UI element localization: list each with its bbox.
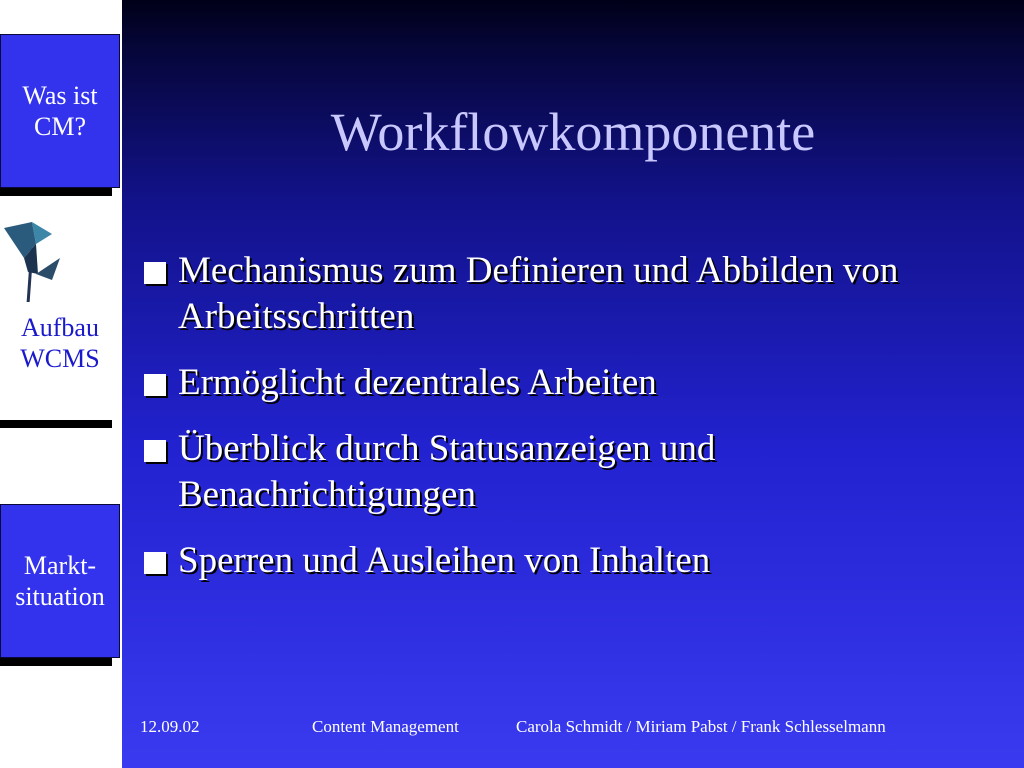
square-bullet-icon [144, 262, 166, 284]
nav-item-aufbau-wcms[interactable] [0, 302, 120, 384]
footer-authors: Carola Schmidt / Miriam Pabst / Frank Schlesselmann [516, 717, 886, 736]
bullet-text: Ermöglicht dezentrales Arbeiten [178, 362, 657, 403]
nav-item-marktsituation[interactable] [0, 504, 120, 658]
square-bullet-icon [144, 552, 166, 574]
slide-title: Workflowkomponente [330, 102, 816, 162]
nav-item-label-line: Was ist [22, 81, 98, 110]
footer-topic: Content Management [312, 717, 459, 736]
square-bullet-icon [144, 440, 166, 462]
dart-icon [2, 218, 62, 310]
nav-item-was-ist-cm[interactable] [0, 34, 120, 188]
nav-box-shadow [0, 188, 112, 196]
bullet-item [142, 538, 1012, 584]
bullet-text: Sperren und Ausleihen von Inhalten [178, 540, 711, 581]
nav-box-shadow [0, 658, 112, 666]
nav-divider [0, 420, 112, 428]
nav-item-label-line: WCMS [20, 344, 100, 373]
slide-content [122, 0, 1024, 768]
bullet-item [142, 426, 1012, 518]
nav-item-label-line: situation [15, 582, 105, 611]
bullet-list [142, 248, 1012, 604]
bullet-text: Mechanismus zum Definieren und Abbilden von Arbeitsschritten [178, 250, 899, 337]
nav-item-label-line: Aufbau [21, 313, 99, 342]
bullet-text: Überblick durch Statusanzeigen und Benachrichtigungen [178, 428, 716, 515]
nav-item-label-line: CM? [34, 112, 86, 141]
bullet-item [142, 360, 1012, 406]
bullet-item [142, 248, 1012, 340]
footer-date: 12.09.02 [140, 717, 200, 736]
square-bullet-icon [144, 374, 166, 396]
sidebar-nav [0, 0, 122, 768]
nav-item-label-line: Markt- [23, 551, 97, 580]
